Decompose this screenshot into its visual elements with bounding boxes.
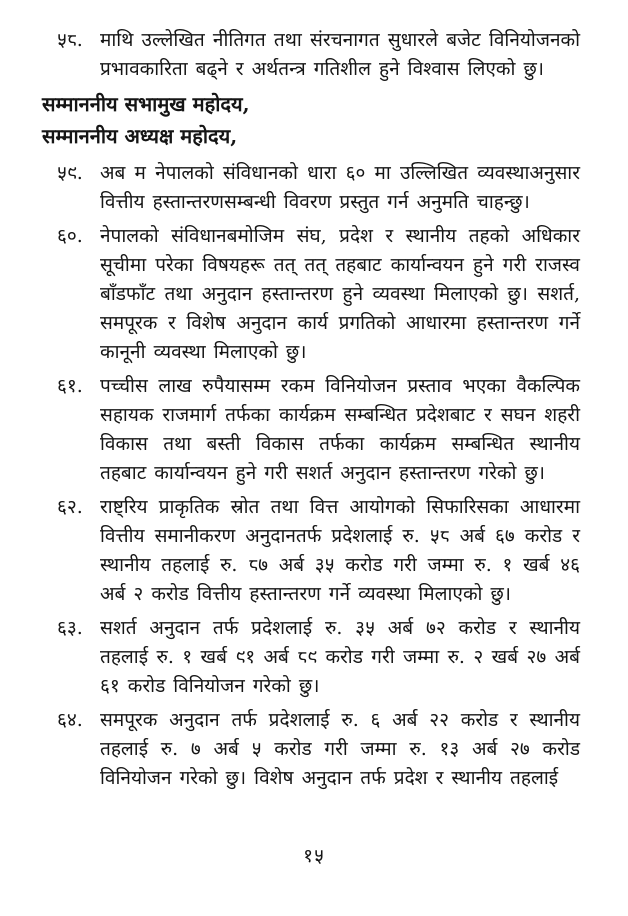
paragraph-60-text: नेपालको संविधानबमोजिम संघ, प्रदेश र स्थानीय तहको अधिकार सूचीमा परेका विषयहरू तत् तत् तहबाट कार्यान्वयन हुने गरी राजस्व बाँडफाँट तथा अनुदान हस्तान्तरण हुने व्यवस्था मिलाएको छु। सशर्त, समपूरक र विशेष अनुदान कार्य प्रगतिको आधारमा हस्तान्तरण गर्ने कानूनी व्यवस्था मिलाएको छु। xyxy=(100,225,580,363)
paragraph-58-text: माथि उल्लेखित नीतिगत तथा संरचनागत सुधारले बजेट विनियोजनको प्रभावकारिता बढ्ने र अर्थतन्त्र गतिशील हुने विश्वास लिएको छु। xyxy=(100,29,580,80)
salutation-group xyxy=(42,89,580,151)
paragraph-64-number: ६४. xyxy=(57,709,83,731)
salutation-chairperson: सम्माननीय अध्यक्ष महोदय, xyxy=(42,124,238,148)
salutation-speaker: सम्माननीय सभामुख महोदय, xyxy=(42,92,250,116)
paragraph-63-text: सशर्त अनुदान तर्फ प्रदेशलाई रु. ३५ अर्ब ७२ करोड र स्थानीय तहलाई रु. १ खर्ब ९१ अर्ब ८९ करोड गरी जम्मा रु. २ खर्ब २७ अर्ब ६१ करोड विनियोजन गरेको छु। xyxy=(100,617,580,697)
paragraph-63 xyxy=(42,614,580,701)
paragraph-62 xyxy=(42,493,580,609)
paragraph-61-number: ६१. xyxy=(57,375,83,397)
paragraph-58-number: ५८. xyxy=(57,29,83,51)
paragraph-58 xyxy=(42,26,580,84)
paragraph-64 xyxy=(42,706,580,793)
paragraph-61 xyxy=(42,372,580,488)
page-number: १५ xyxy=(303,845,325,867)
paragraph-60 xyxy=(42,222,580,367)
paragraph-59-number: ५९. xyxy=(57,162,83,184)
paragraph-63-number: ६३. xyxy=(57,617,83,639)
paragraph-64-text: समपूरक अनुदान तर्फ प्रदेशलाई रु. ६ अर्ब २२ करोड र स्थानीय तहलाई रु. ७ अर्ब ५ करोड गरी जम्मा रु. १३ अर्ब २७ करोड विनियोजन गरेको छु। विशेष अनुदान तर्फ प्रदेश र स्थानीय तहलाई xyxy=(100,709,580,789)
paragraph-59-text: अब म नेपालको संविधानको धारा ६० मा उल्लिखित व्यवस्थाअनुसार वित्तीय हस्तान्तरणसम्बन्धी विवरण प्रस्तुत गर्न अनुमति चाहन्छु। xyxy=(100,162,580,213)
paragraph-59 xyxy=(42,159,580,217)
paragraph-61-text: पच्चीस लाख रुपैयासम्म रकम विनियोजन प्रस्ताव भएका वैकल्पिक सहायक राजमार्ग तर्फका कार्यक्रम सम्बन्धित प्रदेशबाट र सघन शहरी विकास तथा बस्ती विकास तर्फका कार्यक्रम सम्बन्धित स्थानीय तहबाट कार्यान्वयन हुने गरी सशर्त अनुदान हस्तान्तरण गरेको छु। xyxy=(100,375,580,484)
paragraph-62-number: ६२. xyxy=(57,496,83,518)
paragraph-62-text: राष्ट्रिय प्राकृतिक स्रोत तथा वित्त आयोगको सिफारिसका आधारमा वित्तीय समानीकरण अनुदानतर्फ प्रदेशलाई रु. ५८ अर्ब ६७ करोड र स्थानीय तहलाई रु. ८७ अर्ब ३५ करोड गरी जम्मा रु. १ खर्ब ४६ अर्ब २ करोड वित्तीय हस्तान्तरण गर्ने व्यवस्था मिलाएको छु। xyxy=(100,496,580,605)
paragraph-60-number: ६०. xyxy=(57,225,83,247)
